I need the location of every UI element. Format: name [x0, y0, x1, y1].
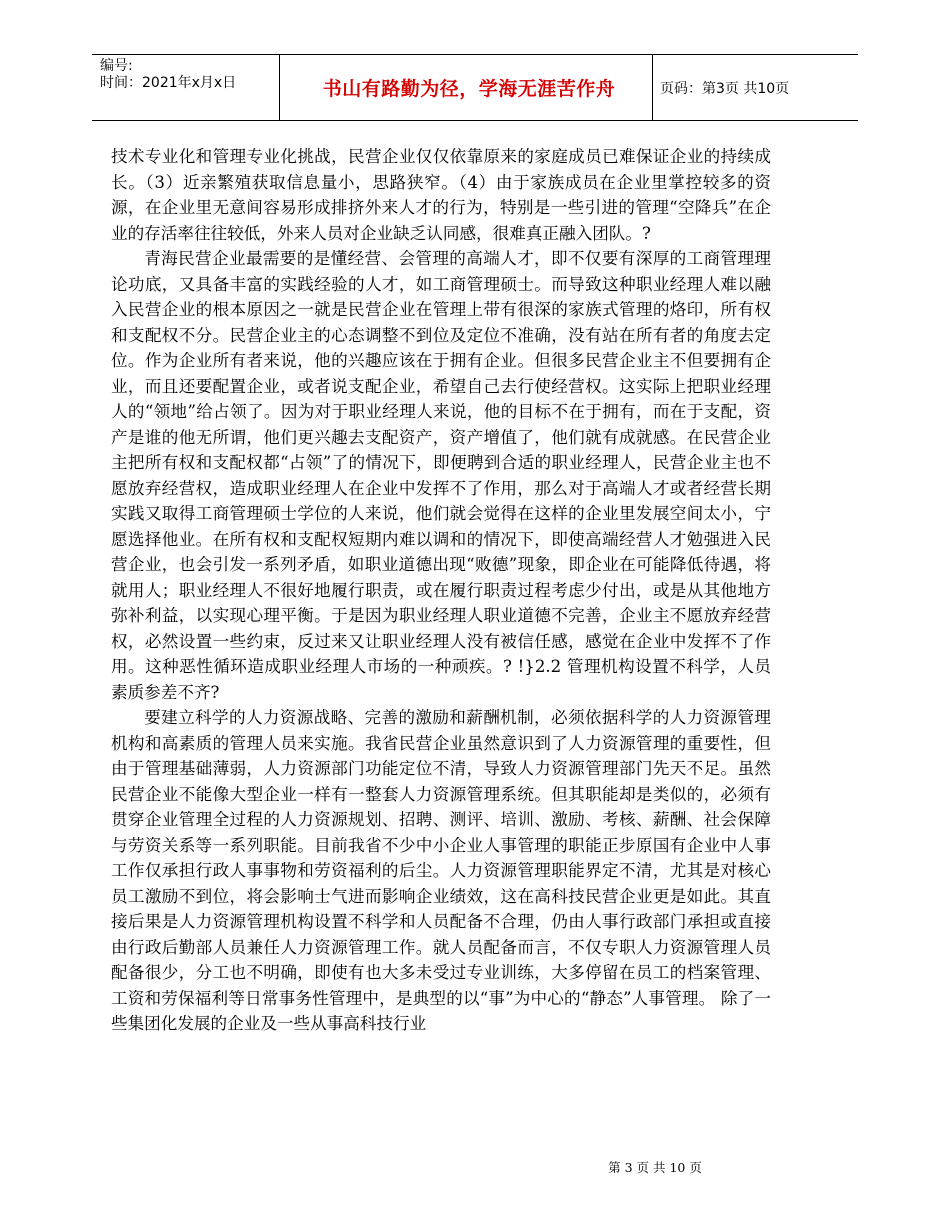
header-meta [100, 58, 236, 92]
header-bottom-rule [92, 120, 858, 121]
paragraph-3: 要建立科学的人力资源战略、完善的激励和薪酬机制，必须依据科学的人力资源管理机构和高素质的管理人员来实施。我省民营企业虽然意识到了人力资源管理的重要性，但由于管理基础薄弱，人力资源部门功能定位不清，导致人力资源管理部门先天不足。虽然民营企业不能像大型企业一样有一整套人力资源管理系统。但其职能却是类似的，必须有贯穿企业管理全过程的人力资源规划、招聘、测评、培训、激励、考核、薪酬、社会保障与劳资关系等一系列职能。目前我省不少中小企业人事管理的职能正步原国有企业中人事工作仅承担行政人事事物和劳资福利的后尘。人力资源管理职能界定不清，尤其是对核心员工激励不到位，将会影响士气进而影响企业绩效，这在高科技民营企业更是如此。其直接后果是人力资源管理机构设置不科学和人员配备不合理，仍由人事行政部门承担或直接由行政后勤部人员兼任人力资源管理工作。就人员配备而言，不仅专职人力资源管理人员配备很少，分工也不明确，即使有也大多未受过专业训练，大多停留在员工的档案管理、工资和劳保福利等日常事务性管理中，是典型的以“事”为中心的“静态”人事管理。 除了一些集团化发展的企业及一些从事高科技行业 [111, 708, 771, 1033]
paragraph-2: 青海民营企业最需要的是懂经营、会管理的高端人才，即不仅要有深厚的工商管理理论功底，又具备丰富的实践经验的人才，如工商管理硕士。而导致这种职业经理人难以融入民营企业的根本原因之一就是民营企业在管理上带有很深的家族式管理的烙印，所有权和支配权不分。民营企业主的心态调整不到位及定位不准确，没有站在所有者的角度去定位。作为企业所有者来说，他的兴趣应该在于拥有企业。但很多民营企业主不但要拥有企业，而且还要配置企业，或者说支配企业，希望自己去行使经营权。这实际上把职业经理人的“领地”给占领了。因为对于职业经理人来说，他的目标不在于拥有，而在于支配，资产是谁的他无所谓，他们更兴趣去支配资产，资产增值了，他们就有成就感。在民营企业主把所有权和支配权都“占领”了的情况下，即便聘到合适的职业经理人，民营企业主也不愿放弃经营权，造成职业经理人在企业中发挥不了作用，那么对于高端人才或者经营长期实践又取得工商管理硕士学位的人来说，他们就会觉得在这样的企业里发展空间太小，宁愿选择他业。在所有权和支配权短期内难以调和的情况下，即使高端经营人才勉强进入民营企业，也会引发一系列矛盾，如职业道德出现“败德”现象，即企业在可能降低待遇，将就用人；职业经理人不很好地履行职责，或在履行职责过程考虑少付出，或是从其他地方弥补利益，以实现心理平衡。于是因为职业经理人职业道德不完善，企业主不愿放弃经营权，必然设置一些约束，反过来又让职业经理人没有被信任感，感觉在企业中发挥不了作用。这种恶性循环造成职业经理人市场的一种顽疾。? !}2.2 管理机构设置不科学，人员素质参差不齐? [111, 249, 771, 702]
header-divider-left [279, 54, 280, 121]
time-label: 时间：2021年x月x日 [100, 75, 237, 91]
page-header [92, 54, 858, 122]
header-top-rule [92, 54, 858, 55]
paragraph-1: 技术专业化和管理专业化挑战，民营企业仅仅依靠原来的家庭成员已难保证企业的持续成长。（3）近亲繁殖获取信息量小，思路狭窄。（4）由于家族成员在企业里掌控较多的资源，在企业里无意间容易形成排挤外来人才的行为，特别是一些引进的管理“空降兵”在企业的存活率往往较低，外来人员对企业缺乏认同感，很难真正融入团队。? [111, 147, 771, 243]
document-body [111, 144, 771, 1037]
header-page-label: 页码：第3页 共10页 [660, 81, 790, 97]
number-label: 编号: [100, 58, 133, 74]
header-motto: 书山有路勤为径，学海无涯苦作舟 [322, 78, 616, 100]
header-divider-right [652, 54, 653, 121]
page-footer: 第 3 页 共 10 页 [608, 1160, 702, 1175]
